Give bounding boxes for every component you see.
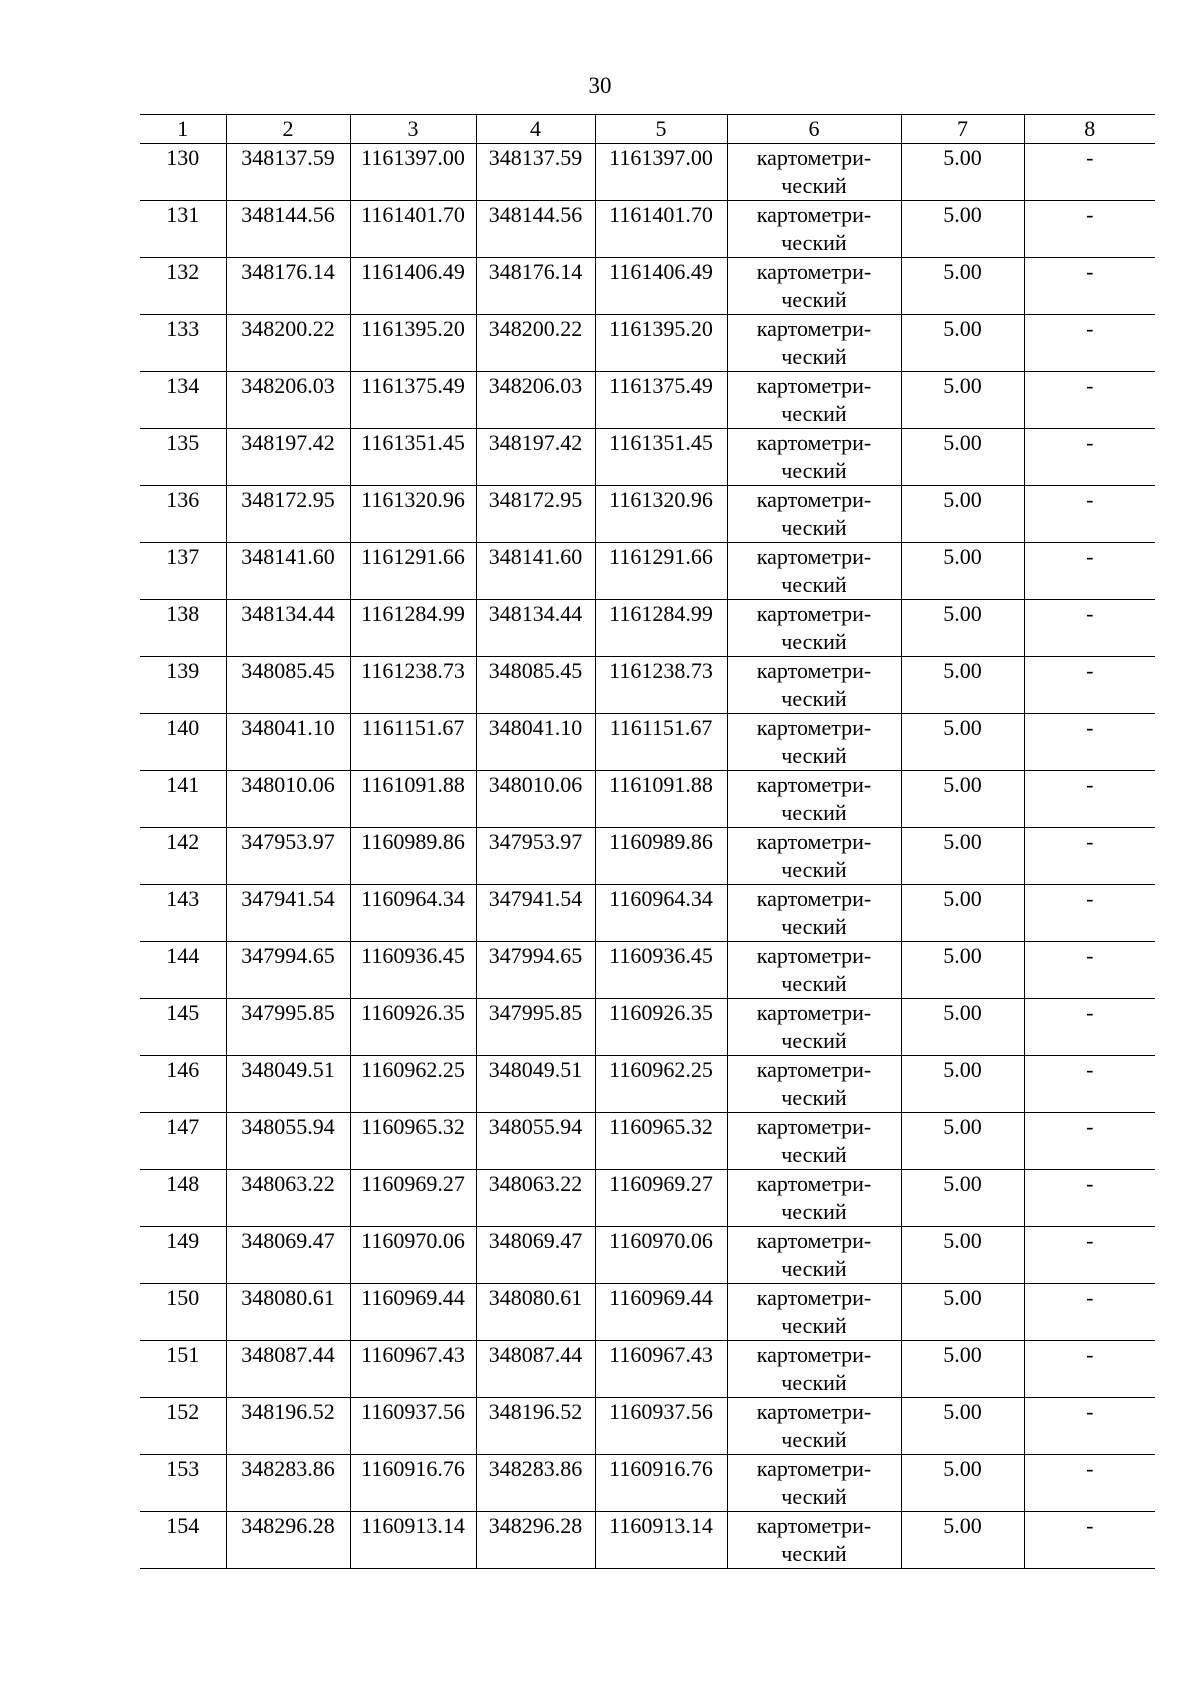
x-existing-cell: 348141.60 <box>226 543 350 600</box>
x-existing-cell: 348085.45 <box>226 657 350 714</box>
point-number-cell: 135 <box>140 429 226 486</box>
method-cell: картометри- ческий <box>727 1512 901 1569</box>
y-new-cell: 1161238.73 <box>595 657 727 714</box>
point-number-cell: 138 <box>140 600 226 657</box>
y-new-cell: 1160965.32 <box>595 1113 727 1170</box>
note-cell: - <box>1024 1398 1155 1455</box>
column-header-8: 8 <box>1024 115 1155 144</box>
x-existing-cell: 348176.14 <box>226 258 350 315</box>
note-cell: - <box>1024 714 1155 771</box>
method-cell: картометри- ческий <box>727 201 901 258</box>
y-new-cell: 1161320.96 <box>595 486 727 543</box>
column-header-5: 5 <box>595 115 727 144</box>
table-row <box>140 1398 1155 1455</box>
point-number-cell: 146 <box>140 1056 226 1113</box>
table-row <box>140 486 1155 543</box>
note-cell: - <box>1024 828 1155 885</box>
y-existing-cell: 1161401.70 <box>350 201 476 258</box>
accuracy-cell: 5.00 <box>901 429 1024 486</box>
x-existing-cell: 348055.94 <box>226 1113 350 1170</box>
x-new-cell: 348137.59 <box>476 144 595 201</box>
accuracy-cell: 5.00 <box>901 600 1024 657</box>
x-existing-cell: 348296.28 <box>226 1512 350 1569</box>
table-row <box>140 1170 1155 1227</box>
x-new-cell: 347994.65 <box>476 942 595 999</box>
x-existing-cell: 348172.95 <box>226 486 350 543</box>
x-new-cell: 348197.42 <box>476 429 595 486</box>
table-row <box>140 942 1155 999</box>
accuracy-cell: 5.00 <box>901 372 1024 429</box>
method-cell: картометри- ческий <box>727 486 901 543</box>
column-header-4: 4 <box>476 115 595 144</box>
x-new-cell: 348196.52 <box>476 1398 595 1455</box>
table-row <box>140 1056 1155 1113</box>
y-existing-cell: 1161291.66 <box>350 543 476 600</box>
accuracy-cell: 5.00 <box>901 714 1024 771</box>
accuracy-cell: 5.00 <box>901 543 1024 600</box>
note-cell: - <box>1024 1227 1155 1284</box>
x-new-cell: 348010.06 <box>476 771 595 828</box>
table-row <box>140 828 1155 885</box>
accuracy-cell: 5.00 <box>901 144 1024 201</box>
method-cell: картометри- ческий <box>727 543 901 600</box>
note-cell: - <box>1024 1056 1155 1113</box>
x-new-cell: 348144.56 <box>476 201 595 258</box>
x-existing-cell: 348200.22 <box>226 315 350 372</box>
y-new-cell: 1161395.20 <box>595 315 727 372</box>
note-cell: - <box>1024 258 1155 315</box>
x-existing-cell: 347994.65 <box>226 942 350 999</box>
note-cell: - <box>1024 1341 1155 1398</box>
y-existing-cell: 1160967.43 <box>350 1341 476 1398</box>
x-existing-cell: 348080.61 <box>226 1284 350 1341</box>
page-number: 30 <box>588 73 612 98</box>
point-number-cell: 148 <box>140 1170 226 1227</box>
note-cell: - <box>1024 543 1155 600</box>
point-number-cell: 145 <box>140 999 226 1056</box>
point-number-cell: 137 <box>140 543 226 600</box>
x-new-cell: 348063.22 <box>476 1170 595 1227</box>
method-cell: картометри- ческий <box>727 372 901 429</box>
y-new-cell: 1160936.45 <box>595 942 727 999</box>
note-cell: - <box>1024 1113 1155 1170</box>
column-header-3: 3 <box>350 115 476 144</box>
table-row <box>140 258 1155 315</box>
table-row <box>140 999 1155 1056</box>
note-cell: - <box>1024 201 1155 258</box>
note-cell: - <box>1024 1170 1155 1227</box>
y-new-cell: 1160989.86 <box>595 828 727 885</box>
accuracy-cell: 5.00 <box>901 657 1024 714</box>
y-new-cell: 1161351.45 <box>595 429 727 486</box>
y-existing-cell: 1161351.45 <box>350 429 476 486</box>
x-new-cell: 348176.14 <box>476 258 595 315</box>
y-existing-cell: 1161320.96 <box>350 486 476 543</box>
method-cell: картометри- ческий <box>727 999 901 1056</box>
y-new-cell: 1160916.76 <box>595 1455 727 1512</box>
point-number-cell: 133 <box>140 315 226 372</box>
accuracy-cell: 5.00 <box>901 828 1024 885</box>
y-new-cell: 1161375.49 <box>595 372 727 429</box>
accuracy-cell: 5.00 <box>901 999 1024 1056</box>
note-cell: - <box>1024 315 1155 372</box>
table-row <box>140 1227 1155 1284</box>
point-number-cell: 142 <box>140 828 226 885</box>
y-new-cell: 1160967.43 <box>595 1341 727 1398</box>
method-cell: картометри- ческий <box>727 942 901 999</box>
point-number-cell: 150 <box>140 1284 226 1341</box>
table-row <box>140 771 1155 828</box>
accuracy-cell: 5.00 <box>901 1170 1024 1227</box>
table-row <box>140 201 1155 258</box>
y-new-cell: 1161151.67 <box>595 714 727 771</box>
method-cell: картометри- ческий <box>727 771 901 828</box>
note-cell: - <box>1024 144 1155 201</box>
column-header-6: 6 <box>727 115 901 144</box>
accuracy-cell: 5.00 <box>901 1227 1024 1284</box>
table-row <box>140 1113 1155 1170</box>
method-cell: картометри- ческий <box>727 1341 901 1398</box>
accuracy-cell: 5.00 <box>901 1113 1024 1170</box>
x-new-cell: 348296.28 <box>476 1512 595 1569</box>
x-existing-cell: 348137.59 <box>226 144 350 201</box>
method-cell: картометри- ческий <box>727 714 901 771</box>
x-existing-cell: 348049.51 <box>226 1056 350 1113</box>
method-cell: картометри- ческий <box>727 258 901 315</box>
method-cell: картометри- ческий <box>727 1455 901 1512</box>
x-new-cell: 348200.22 <box>476 315 595 372</box>
method-cell: картометри- ческий <box>727 1113 901 1170</box>
table-row <box>140 1455 1155 1512</box>
table-row <box>140 144 1155 201</box>
table-row <box>140 1341 1155 1398</box>
y-existing-cell: 1160970.06 <box>350 1227 476 1284</box>
coordinates-table <box>140 114 1155 1569</box>
point-number-cell: 141 <box>140 771 226 828</box>
point-number-cell: 140 <box>140 714 226 771</box>
accuracy-cell: 5.00 <box>901 942 1024 999</box>
note-cell: - <box>1024 942 1155 999</box>
table-row <box>140 657 1155 714</box>
note-cell: - <box>1024 486 1155 543</box>
note-cell: - <box>1024 429 1155 486</box>
column-header-7: 7 <box>901 115 1024 144</box>
x-existing-cell: 348069.47 <box>226 1227 350 1284</box>
y-new-cell: 1160969.27 <box>595 1170 727 1227</box>
point-number-cell: 139 <box>140 657 226 714</box>
y-new-cell: 1160913.14 <box>595 1512 727 1569</box>
note-cell: - <box>1024 1284 1155 1341</box>
y-existing-cell: 1160969.44 <box>350 1284 476 1341</box>
x-existing-cell: 348134.44 <box>226 600 350 657</box>
point-number-cell: 152 <box>140 1398 226 1455</box>
note-cell: - <box>1024 657 1155 714</box>
x-existing-cell: 348206.03 <box>226 372 350 429</box>
x-existing-cell: 348196.52 <box>226 1398 350 1455</box>
table-row <box>140 372 1155 429</box>
x-new-cell: 347953.97 <box>476 828 595 885</box>
x-existing-cell: 348041.10 <box>226 714 350 771</box>
y-existing-cell: 1161397.00 <box>350 144 476 201</box>
point-number-cell: 131 <box>140 201 226 258</box>
y-existing-cell: 1161151.67 <box>350 714 476 771</box>
x-existing-cell: 348087.44 <box>226 1341 350 1398</box>
y-new-cell: 1161284.99 <box>595 600 727 657</box>
y-existing-cell: 1160962.25 <box>350 1056 476 1113</box>
accuracy-cell: 5.00 <box>901 315 1024 372</box>
x-new-cell: 348049.51 <box>476 1056 595 1113</box>
point-number-cell: 147 <box>140 1113 226 1170</box>
table-row <box>140 429 1155 486</box>
point-number-cell: 136 <box>140 486 226 543</box>
y-existing-cell: 1160937.56 <box>350 1398 476 1455</box>
x-new-cell: 348041.10 <box>476 714 595 771</box>
accuracy-cell: 5.00 <box>901 201 1024 258</box>
x-new-cell: 348134.44 <box>476 600 595 657</box>
method-cell: картометри- ческий <box>727 1170 901 1227</box>
column-header-2: 2 <box>226 115 350 144</box>
point-number-cell: 134 <box>140 372 226 429</box>
point-number-cell: 130 <box>140 144 226 201</box>
note-cell: - <box>1024 1455 1155 1512</box>
y-existing-cell: 1161284.99 <box>350 600 476 657</box>
y-existing-cell: 1161238.73 <box>350 657 476 714</box>
point-number-cell: 151 <box>140 1341 226 1398</box>
y-existing-cell: 1161091.88 <box>350 771 476 828</box>
note-cell: - <box>1024 600 1155 657</box>
table-row <box>140 885 1155 942</box>
x-new-cell: 348055.94 <box>476 1113 595 1170</box>
header-row <box>140 115 1155 144</box>
x-existing-cell: 348283.86 <box>226 1455 350 1512</box>
method-cell: картометри- ческий <box>727 885 901 942</box>
x-new-cell: 348080.61 <box>476 1284 595 1341</box>
x-existing-cell: 347953.97 <box>226 828 350 885</box>
method-cell: картометри- ческий <box>727 1398 901 1455</box>
y-new-cell: 1161397.00 <box>595 144 727 201</box>
y-new-cell: 1161291.66 <box>595 543 727 600</box>
y-new-cell: 1160970.06 <box>595 1227 727 1284</box>
table-body <box>140 144 1155 1569</box>
table-row <box>140 1512 1155 1569</box>
point-number-cell: 149 <box>140 1227 226 1284</box>
method-cell: картометри- ческий <box>727 657 901 714</box>
y-new-cell: 1161406.49 <box>595 258 727 315</box>
x-existing-cell: 348144.56 <box>226 201 350 258</box>
x-existing-cell: 348063.22 <box>226 1170 350 1227</box>
y-new-cell: 1160969.44 <box>595 1284 727 1341</box>
point-number-cell: 132 <box>140 258 226 315</box>
y-existing-cell: 1160964.34 <box>350 885 476 942</box>
y-existing-cell: 1161406.49 <box>350 258 476 315</box>
x-existing-cell: 347995.85 <box>226 999 350 1056</box>
y-new-cell: 1161401.70 <box>595 201 727 258</box>
method-cell: картометри- ческий <box>727 828 901 885</box>
x-new-cell: 348069.47 <box>476 1227 595 1284</box>
note-cell: - <box>1024 771 1155 828</box>
method-cell: картометри- ческий <box>727 600 901 657</box>
x-new-cell: 348283.86 <box>476 1455 595 1512</box>
x-new-cell: 348172.95 <box>476 486 595 543</box>
table-row <box>140 600 1155 657</box>
note-cell: - <box>1024 372 1155 429</box>
y-existing-cell: 1160989.86 <box>350 828 476 885</box>
y-new-cell: 1160937.56 <box>595 1398 727 1455</box>
y-existing-cell: 1160913.14 <box>350 1512 476 1569</box>
x-new-cell: 347995.85 <box>476 999 595 1056</box>
table-row <box>140 1284 1155 1341</box>
accuracy-cell: 5.00 <box>901 1455 1024 1512</box>
table-row <box>140 714 1155 771</box>
x-new-cell: 348087.44 <box>476 1341 595 1398</box>
accuracy-cell: 5.00 <box>901 885 1024 942</box>
method-cell: картометри- ческий <box>727 429 901 486</box>
point-number-cell: 144 <box>140 942 226 999</box>
method-cell: картометри- ческий <box>727 315 901 372</box>
y-existing-cell: 1160926.35 <box>350 999 476 1056</box>
x-existing-cell: 348197.42 <box>226 429 350 486</box>
x-new-cell: 347941.54 <box>476 885 595 942</box>
note-cell: - <box>1024 1512 1155 1569</box>
accuracy-cell: 5.00 <box>901 1341 1024 1398</box>
y-new-cell: 1160962.25 <box>595 1056 727 1113</box>
x-new-cell: 348141.60 <box>476 543 595 600</box>
y-existing-cell: 1160916.76 <box>350 1455 476 1512</box>
table-header <box>140 115 1155 144</box>
y-existing-cell: 1161395.20 <box>350 315 476 372</box>
method-cell: картометри- ческий <box>727 1284 901 1341</box>
method-cell: картометри- ческий <box>727 1056 901 1113</box>
point-number-cell: 143 <box>140 885 226 942</box>
column-header-1: 1 <box>140 115 226 144</box>
accuracy-cell: 5.00 <box>901 258 1024 315</box>
y-new-cell: 1160926.35 <box>595 999 727 1056</box>
y-existing-cell: 1161375.49 <box>350 372 476 429</box>
accuracy-cell: 5.00 <box>901 1512 1024 1569</box>
accuracy-cell: 5.00 <box>901 1398 1024 1455</box>
method-cell: картометри- ческий <box>727 144 901 201</box>
x-existing-cell: 348010.06 <box>226 771 350 828</box>
x-new-cell: 348206.03 <box>476 372 595 429</box>
note-cell: - <box>1024 999 1155 1056</box>
table-row <box>140 543 1155 600</box>
y-new-cell: 1160964.34 <box>595 885 727 942</box>
accuracy-cell: 5.00 <box>901 486 1024 543</box>
y-existing-cell: 1160969.27 <box>350 1170 476 1227</box>
point-number-cell: 154 <box>140 1512 226 1569</box>
y-new-cell: 1161091.88 <box>595 771 727 828</box>
accuracy-cell: 5.00 <box>901 1284 1024 1341</box>
accuracy-cell: 5.00 <box>901 1056 1024 1113</box>
note-cell: - <box>1024 885 1155 942</box>
y-existing-cell: 1160936.45 <box>350 942 476 999</box>
method-cell: картометри- ческий <box>727 1227 901 1284</box>
x-existing-cell: 347941.54 <box>226 885 350 942</box>
y-existing-cell: 1160965.32 <box>350 1113 476 1170</box>
table-row <box>140 315 1155 372</box>
x-new-cell: 348085.45 <box>476 657 595 714</box>
accuracy-cell: 5.00 <box>901 771 1024 828</box>
point-number-cell: 153 <box>140 1455 226 1512</box>
